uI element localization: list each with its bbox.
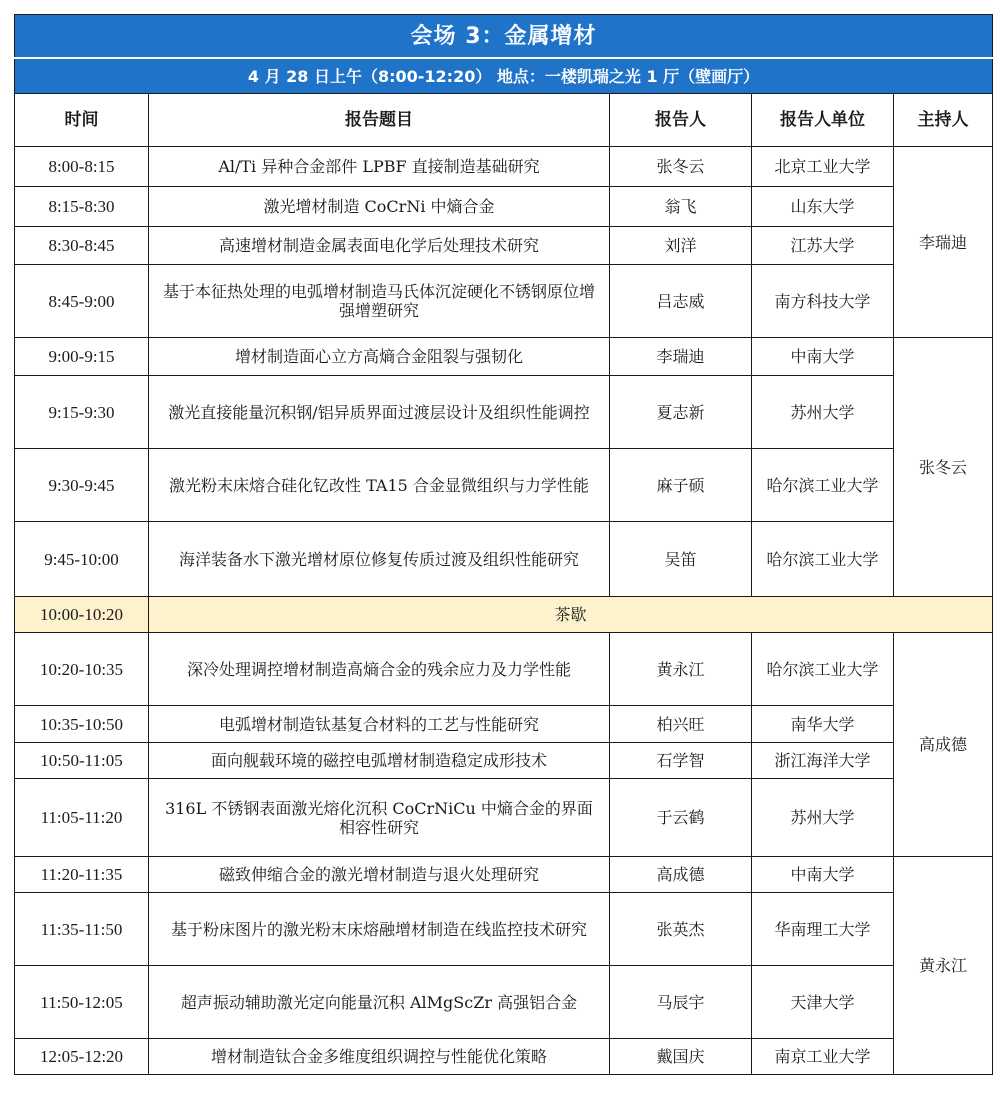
topic-cell: 海洋装备水下激光增材原位修复传质过渡及组织性能研究 (149, 522, 610, 597)
affiliation-cell: 哈尔滨工业大学 (752, 449, 894, 522)
topic-cell: 深冷处理调控增材制造高熵合金的残余应力及力学性能 (149, 633, 610, 706)
header-affiliation: 报告人单位 (752, 94, 894, 147)
topic-cell: 316L 不锈钢表面激光熔化沉积 CoCrNiCu 中熵合金的界面相容性研究 (149, 779, 610, 857)
affiliation-cell: 南华大学 (752, 706, 894, 743)
table-row (15, 857, 993, 893)
topic-cell: 基于粉床图片的激光粉末床熔融增材制造在线监控技术研究 (149, 893, 610, 966)
topic-cell: 激光直接能量沉积钢/铝异质界面过渡层设计及组织性能调控 (149, 376, 610, 449)
speaker-cell: 石学智 (610, 743, 752, 779)
speaker-cell: 于云鹤 (610, 779, 752, 857)
speaker-cell: 戴国庆 (610, 1039, 752, 1075)
table-row (15, 187, 993, 227)
table-row (15, 376, 993, 449)
table-row (15, 227, 993, 265)
time-cell: 8:45-9:00 (15, 265, 149, 338)
affiliation-cell: 天津大学 (752, 966, 894, 1039)
topic-cell: 磁致伸缩合金的激光增材制造与退火处理研究 (149, 857, 610, 893)
time-cell: 11:05-11:20 (15, 779, 149, 857)
affiliation-cell: 北京工业大学 (752, 147, 894, 187)
affiliation-cell: 哈尔滨工业大学 (752, 522, 894, 597)
subtitle-row (15, 58, 993, 94)
break-time: 10:00-10:20 (15, 597, 149, 633)
topic-cell: 超声振动辅助激光定向能量沉积 AlMgScZr 高强铝合金 (149, 966, 610, 1039)
affiliation-cell: 苏州大学 (752, 779, 894, 857)
break-label: 茶歇 (149, 597, 993, 633)
time-cell: 10:35-10:50 (15, 706, 149, 743)
header-row (15, 94, 993, 147)
table-row (15, 893, 993, 966)
topic-cell: 电弧增材制造钛基复合材料的工艺与性能研究 (149, 706, 610, 743)
affiliation-cell: 哈尔滨工业大学 (752, 633, 894, 706)
host-cell: 张冬云 (894, 338, 993, 597)
speaker-cell: 吴笛 (610, 522, 752, 597)
table-row (15, 779, 993, 857)
topic-cell: Al/Ti 异种合金部件 LPBF 直接制造基础研究 (149, 147, 610, 187)
table-row (15, 966, 993, 1039)
header-host: 主持人 (894, 94, 993, 147)
time-cell: 10:20-10:35 (15, 633, 149, 706)
table-row (15, 449, 993, 522)
affiliation-cell: 苏州大学 (752, 376, 894, 449)
topic-cell: 激光粉末床熔合硅化钇改性 TA15 合金显微组织与力学性能 (149, 449, 610, 522)
host-cell: 高成德 (894, 633, 993, 857)
title-row (15, 15, 993, 59)
table-row (15, 1039, 993, 1075)
host-cell: 黄永江 (894, 857, 993, 1075)
time-cell: 9:45-10:00 (15, 522, 149, 597)
speaker-cell: 李瑞迪 (610, 338, 752, 376)
affiliation-cell: 江苏大学 (752, 227, 894, 265)
speaker-cell: 吕志威 (610, 265, 752, 338)
speaker-cell: 黄永江 (610, 633, 752, 706)
time-cell: 8:30-8:45 (15, 227, 149, 265)
table-row (15, 522, 993, 597)
table-row (15, 633, 993, 706)
host-cell: 李瑞迪 (894, 147, 993, 338)
topic-cell: 增材制造钛合金多维度组织调控与性能优化策略 (149, 1039, 610, 1075)
affiliation-cell: 浙江海洋大学 (752, 743, 894, 779)
header-time: 时间 (15, 94, 149, 147)
speaker-cell: 高成德 (610, 857, 752, 893)
speaker-cell: 柏兴旺 (610, 706, 752, 743)
speaker-cell: 翁飞 (610, 187, 752, 227)
affiliation-cell: 中南大学 (752, 857, 894, 893)
speaker-cell: 夏志新 (610, 376, 752, 449)
topic-cell: 高速增材制造金属表面电化学后处理技术研究 (149, 227, 610, 265)
topic-cell: 基于本征热处理的电弧增材制造马氏体沉淀硬化不锈钢原位增强增塑研究 (149, 265, 610, 338)
header-topic: 报告题目 (149, 94, 610, 147)
speaker-cell: 麻子硕 (610, 449, 752, 522)
session-title: 会场 3：金属增材 (15, 15, 993, 59)
table-row (15, 265, 993, 338)
break-row (15, 597, 993, 633)
time-cell: 9:00-9:15 (15, 338, 149, 376)
schedule-table (14, 14, 993, 1075)
affiliation-cell: 南方科技大学 (752, 265, 894, 338)
session-subtitle: 4 月 28 日上午（8:00-12:20） 地点：一楼凯瑞之光 1 厅（壁画厅） (15, 58, 993, 94)
topic-cell: 激光增材制造 CoCrNi 中熵合金 (149, 187, 610, 227)
time-cell: 11:50-12:05 (15, 966, 149, 1039)
topic-cell: 增材制造面心立方高熵合金阻裂与强韧化 (149, 338, 610, 376)
table-row (15, 147, 993, 187)
topic-cell: 面向舰载环境的磁控电弧增材制造稳定成形技术 (149, 743, 610, 779)
speaker-cell: 张冬云 (610, 147, 752, 187)
time-cell: 8:00-8:15 (15, 147, 149, 187)
time-cell: 12:05-12:20 (15, 1039, 149, 1075)
affiliation-cell: 中南大学 (752, 338, 894, 376)
table-row (15, 743, 993, 779)
time-cell: 10:50-11:05 (15, 743, 149, 779)
table-row (15, 338, 993, 376)
table-row (15, 706, 993, 743)
time-cell: 11:35-11:50 (15, 893, 149, 966)
affiliation-cell: 华南理工大学 (752, 893, 894, 966)
speaker-cell: 张英杰 (610, 893, 752, 966)
header-speaker: 报告人 (610, 94, 752, 147)
time-cell: 9:15-9:30 (15, 376, 149, 449)
speaker-cell: 马辰宇 (610, 966, 752, 1039)
affiliation-cell: 南京工业大学 (752, 1039, 894, 1075)
time-cell: 9:30-9:45 (15, 449, 149, 522)
time-cell: 8:15-8:30 (15, 187, 149, 227)
time-cell: 11:20-11:35 (15, 857, 149, 893)
schedule-wrapper (14, 14, 992, 1075)
speaker-cell: 刘洋 (610, 227, 752, 265)
affiliation-cell: 山东大学 (752, 187, 894, 227)
